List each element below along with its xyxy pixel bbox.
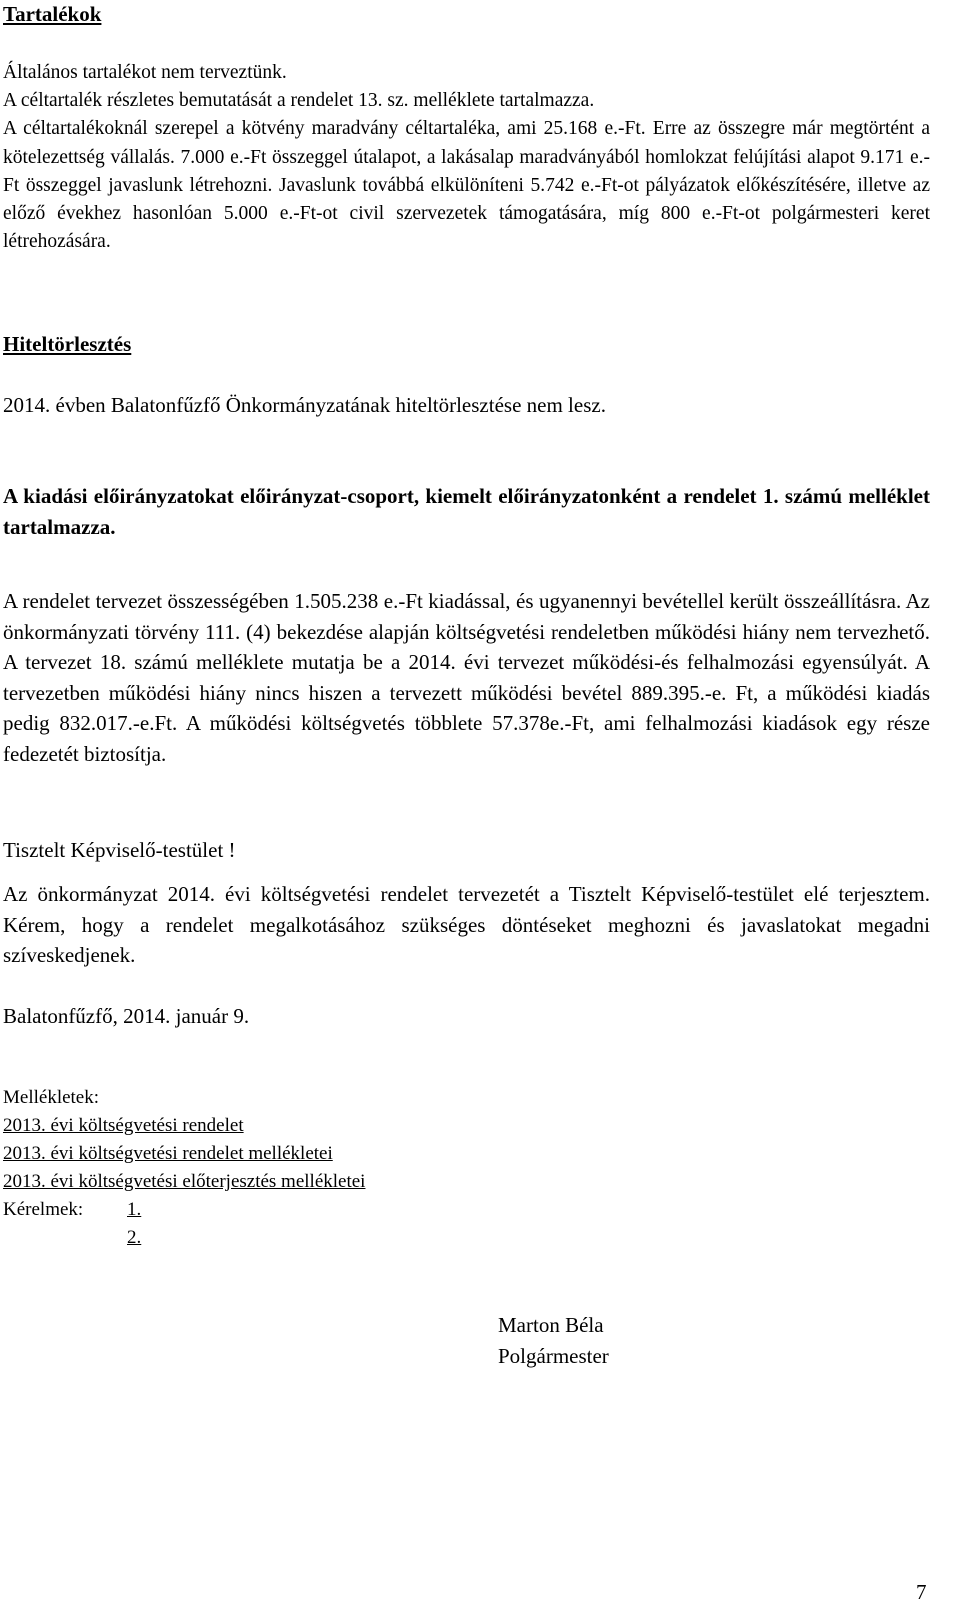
kerelmek-row <box>3 1196 603 1224</box>
attachment-item[interactable]: 2013. évi költségvetési rendelet <box>3 1115 244 1136</box>
section-heading-hiteltorlesztes: Hiteltörlesztés <box>3 332 132 356</box>
signature-block <box>498 1310 798 1372</box>
kerelem-item[interactable]: 2. <box>127 1227 142 1248</box>
tartalek-line-general: Általános tartalékot nem terveztünk. <box>3 62 287 83</box>
tartalek-paragraph-details: A céltartalékoknál szerepel a kötvény maradvány céltartaléka, ami 25.168 e.-Ft. Erre az összegre már megtörtént a kötelezettség vállalás. 7.000 e.-Ft összeggel útalapot, a lakásalap maradványából homlokzat felújítási alapot 9.171 e.-Ft összeggel javaslunk létrehozni. Javaslunk továbbá elkülöníteni 5.742 e.-Ft-ot pályázatok előkészítésére, illetve az előző évekhez hasonlóan 5.000 e.-Ft-ot civil szervezetek támogatására, míg 800 e.-Ft-ot polgármesteri keret létrehozására. <box>3 118 930 253</box>
attachment-item[interactable]: 2013. évi költségvetési rendelet mellékletei <box>3 1143 333 1164</box>
signatory-title: Polgármester <box>498 1344 609 1368</box>
kiadasi-eloiranyzatok-paragraph: A kiadási előirányzatokat előirányzat-csoport, kiemelt előirányzatonként a rendelet 1. számú melléklet tartalmazza. <box>3 484 930 539</box>
page-number: 7 <box>916 1580 927 1604</box>
hiteltorlesztes-text: 2014. évben Balatonfűzfő Önkormányzatának hiteltörlesztése nem lesz. <box>3 393 606 417</box>
kerelmek-row <box>3 1224 603 1252</box>
proposal-paragraph: Az önkormányzat 2014. évi költségvetési rendelet tervezetét a Tisztelt Képviselő-testület elé terjesztem. Kérem, hogy a rendelet megalkotásához szükséges döntéseket meghozni és javaslatokat megadni szíveskedjenek. <box>3 882 930 967</box>
attachment-item[interactable]: 2013. évi költségvetési előterjesztés mellékletei <box>3 1171 366 1192</box>
signatory-name: Marton Béla <box>498 1313 604 1337</box>
attachments-list <box>3 1084 603 1252</box>
tartalek-line-celtartalek: A céltartalék részletes bemutatását a rendelet 13. sz. melléklete tartalmazza. <box>3 90 595 112</box>
kerelmek-label: Kérelmek: <box>3 1199 84 1220</box>
salutation: Tisztelt Képviselő-testület ! <box>3 838 236 862</box>
attachments-label: Mellékletek: <box>3 1087 100 1108</box>
date-line: Balatonfűzfő, 2014. január 9. <box>3 1004 250 1028</box>
rendelet-tervezet-paragraph: A rendelet tervezet összességében 1.505.238 e.-Ft kiadással, és ugyanennyi bevétellel került összeállításra. Az önkormányzati törvény 111. (4) bekezdése alapján költségvetési rendeletben működési hiány nem tervezhető. A tervezet 18. számú melléklete mutatja be a 2014. évi tervezet működési-és felhalmozási egyensúlyát. A tervezetben működési hiány nincs hiszen a tervezett működési bevétel 889.395.-e. Ft, a működési kiadás pedig 832.017.-e.Ft. A működési költségvetés többlete 57.378e.-Ft, ami felhalmozási kiadások egy része fedezetét biztosítja. <box>3 589 930 766</box>
kerelem-item[interactable]: 1. <box>127 1199 142 1220</box>
tartalek-text-block <box>3 59 930 256</box>
section-heading-tartalekok: Tartalékok <box>3 2 102 26</box>
